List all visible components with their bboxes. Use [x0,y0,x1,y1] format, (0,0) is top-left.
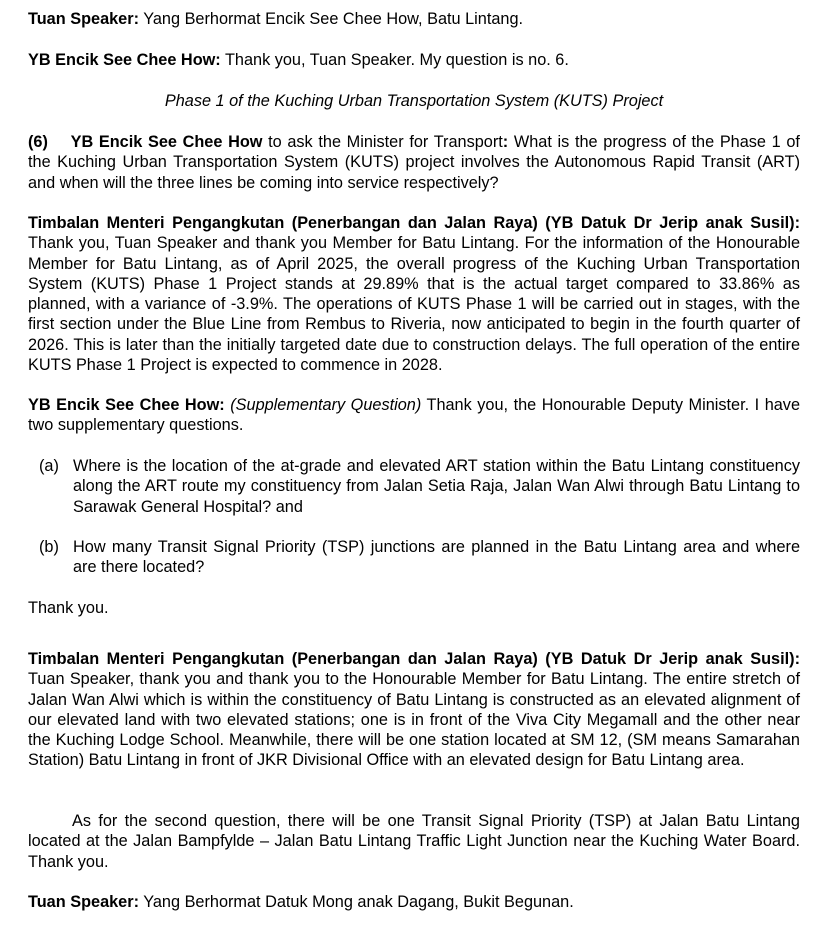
speaker-name: Tuan Speaker: [28,893,139,911]
list-item-text: How many Transit Signal Priority (TSP) junctions are planned in the Batu Lintang area and where are there located? [73,538,800,577]
answer-2-continued: As for the second question, there will be one Transit Signal Priority (TSP) at Jalan Batu Lintang located at the Jalan Bampfylde – Jalan Batu Lintang Traffic Light Junction near the Kuching Water Board. Thank you. [28,812,800,871]
supplementary-text: Thank you, the Honourable Deputy Minister. I have two supplementary questions. [28,396,801,435]
speaker-name: YB Encik See Chee How: [28,51,221,69]
question-6 [28,132,800,193]
list-item-label: (a) [39,457,59,475]
supplementary-question [28,395,800,436]
supplementary-tag: (Supplementary Question) [230,396,422,414]
speaker-text: Yang Berhormat Encik See Chee How, Batu Lintang. [139,10,524,28]
speaker-text: Yang Berhormat Datuk Mong anak Dagang, Bukit Begunan. [139,893,574,911]
speaker-text: Thank you, Tuan Speaker. My question is no. 6. [220,51,569,69]
thank-you-line: Thank you. [28,599,109,617]
member-line-1 [28,50,800,70]
list-item [39,537,800,578]
question-colon: : [502,133,509,151]
speaker-line-1 [28,9,800,29]
question-number: (6) [28,133,48,151]
answer-text: Thank you, Tuan Speaker and thank you Member for Batu Lintang. For the information of the Honourable Member for Batu Lintang, as of April 2025, the overall progress of the Kuching Urban Transportation System (KUTS) Phase 1 Project stands at 29.89% that is the actual target compared to 33.86% as planned, with a variance of -3.9%. The operations of KUTS Phase 1 will be carried out in stages, with the first section under the Blue Line from Rembus to Riveria, now anticipated to begin in the fourth quarter of 2026. This is later than the initially targeted date due to construction delays. The full operation of the entire KUTS Phase 1 Project is expected to commence in 2028. [28,234,800,375]
answer-1 [28,213,800,375]
question-intro: to ask the Minister for Transport [262,133,503,151]
answer-text: Tuan Speaker, thank you and thank you to the Honourable Member for Batu Lintang. The entire stretch of Jalan Wan Alwi which is within the constituency of Batu Lintang is constructed as an elevated alignment of our elevated land with two elevated stations; one is in front of the Viva City Megamall and the other near the Kuching Lodge School. Meanwhile, there will be one station located at SM 12, (SM means Samarahan Station) Batu Lintang in front of JKR Divisional Office with an elevated design for Batu Lintang area. [28,670,800,770]
speaker-name: Timbalan Menteri Pengangkutan (Penerbangan dan Jalan Raya) (YB Datuk Dr Jerip anak Susil): [28,650,800,668]
list-item-label: (b) [39,538,59,556]
list-item [39,456,800,517]
asker-name: YB Encik See Chee How [70,133,263,151]
list-item-text: Where is the location of the at-grade and elevated ART station within the Batu Lintang constituency along the ART route my constituency from Jalan Setia Raja, Jalan Wan Alwi through Batu Lintang to Sarawak General Hospital? and [73,457,800,516]
speaker-name: YB Encik See Chee How: [28,396,225,414]
speaker-name: Timbalan Menteri Pengangkutan (Penerbangan dan Jalan Raya) (YB Datuk Dr Jerip anak Susil): [28,214,800,232]
answer-2 [28,649,800,771]
speaker-name: Tuan Speaker: [28,10,139,28]
question-body: What is the progress of the Phase 1 of the Kuching Urban Transportation System (KUTS) project involves the Autonomous Rapid Transit (ART) and when will the three lines be coming into service respectively? [28,133,800,192]
speaker-line-last [28,892,800,912]
question-heading: Phase 1 of the Kuching Urban Transportation System (KUTS) Project [164,92,664,110]
